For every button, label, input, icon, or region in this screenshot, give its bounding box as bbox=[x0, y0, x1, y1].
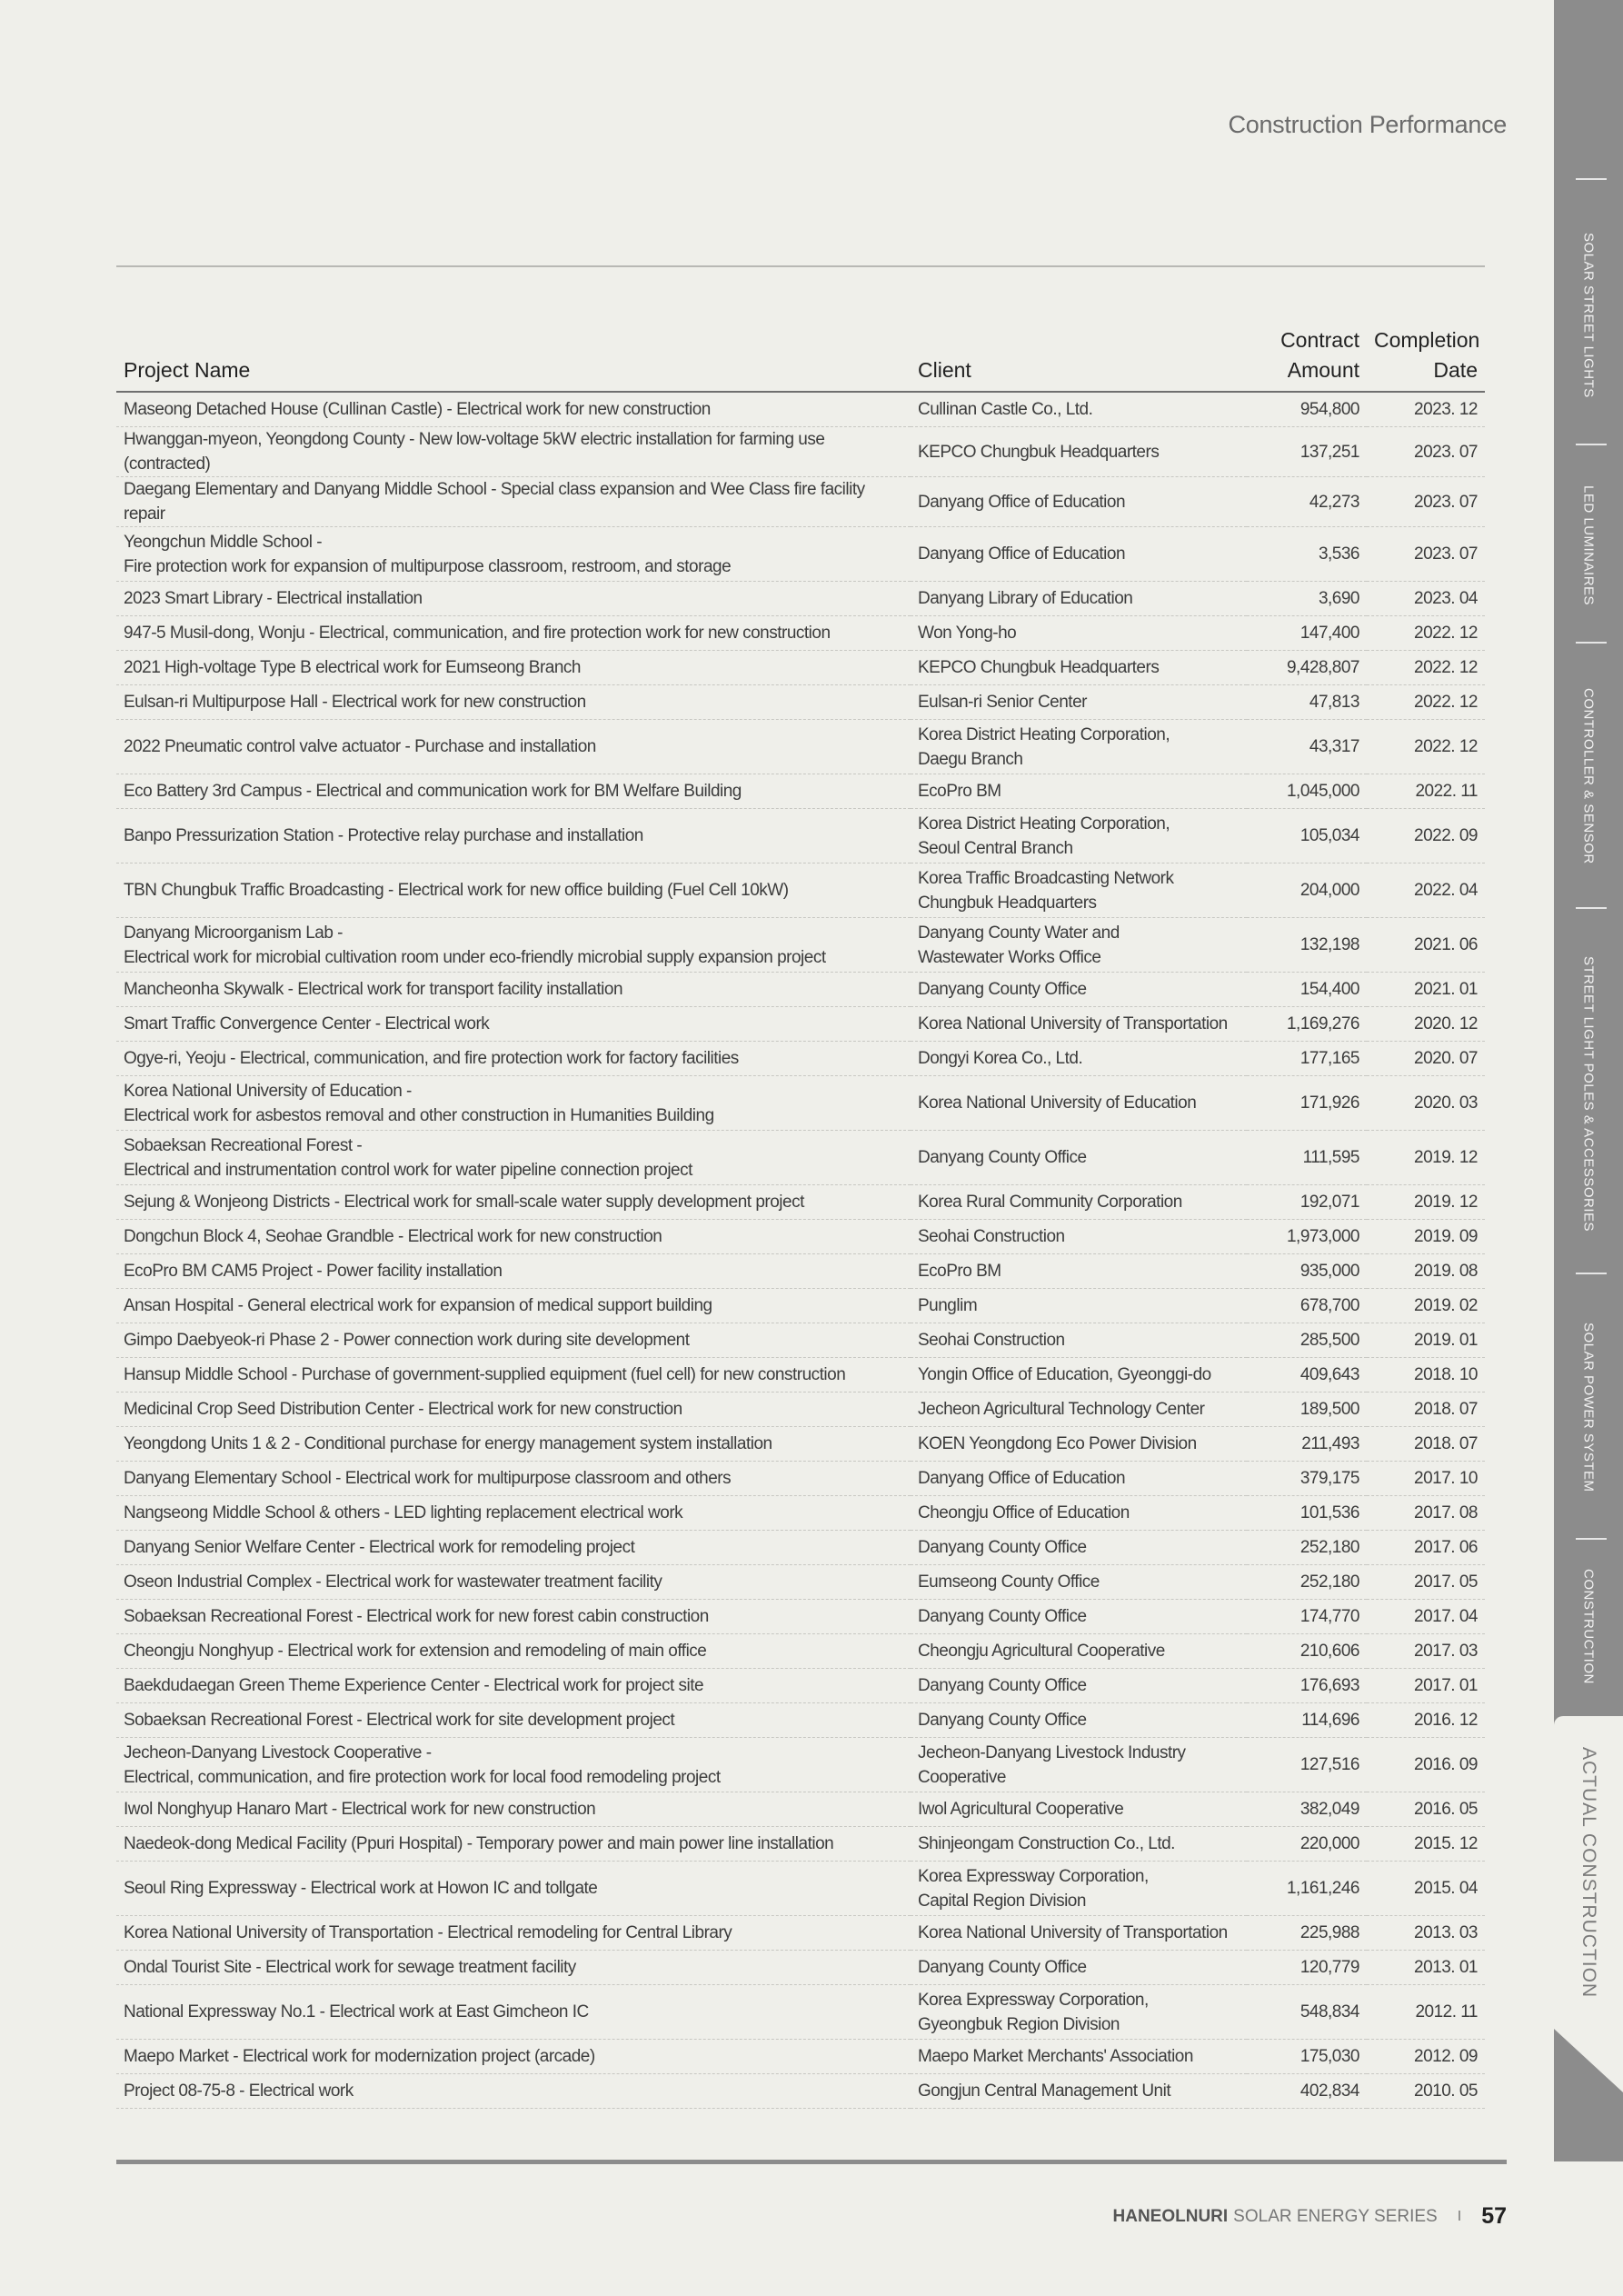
sidebar-tab-controller-sensor[interactable] bbox=[1554, 653, 1623, 900]
cell-amount: 379,175 bbox=[1247, 1462, 1367, 1496]
cell-amount: 252,180 bbox=[1247, 1565, 1367, 1600]
table-header-row bbox=[116, 325, 1485, 392]
cell-date: 2020. 12 bbox=[1367, 1007, 1485, 1042]
table-row bbox=[116, 1703, 1485, 1738]
table-row bbox=[116, 392, 1485, 427]
cell-date: 2019. 12 bbox=[1367, 1185, 1485, 1220]
cell-client: Seohai Construction bbox=[911, 1220, 1247, 1254]
table-row bbox=[116, 1496, 1485, 1531]
cell-amount: 43,317 bbox=[1247, 720, 1367, 774]
cell-client: KOEN Yeongdong Eco Power Division bbox=[911, 1427, 1247, 1462]
cell-date: 2012. 11 bbox=[1367, 1985, 1485, 2040]
footer-separator: I bbox=[1457, 2208, 1462, 2224]
cell-project: Oseon Industrial Complex - Electrical work for wastewater treatment facility bbox=[116, 1565, 911, 1600]
cell-date: 2023. 07 bbox=[1367, 477, 1485, 527]
cell-amount: 132,198 bbox=[1247, 918, 1367, 973]
cell-client: Eulsan-ri Senior Center bbox=[911, 685, 1247, 720]
cell-amount: 177,165 bbox=[1247, 1042, 1367, 1076]
cell-project: Project 08-75-8 - Electrical work bbox=[116, 2074, 911, 2109]
active-tab-label: ACTUAL CONSTRUCTION bbox=[1578, 1746, 1599, 1999]
cell-project: Yeongdong Units 1 & 2 - Conditional purchase for energy management system installation bbox=[116, 1427, 911, 1462]
cell-client: Danyang Office of Education bbox=[911, 1462, 1247, 1496]
cell-client: Seohai Construction bbox=[911, 1323, 1247, 1358]
sidebar-divider bbox=[1576, 444, 1607, 445]
cell-amount: 9,428,807 bbox=[1247, 651, 1367, 685]
table-row bbox=[116, 1131, 1485, 1185]
cell-amount: 935,000 bbox=[1247, 1254, 1367, 1289]
cell-amount: 192,071 bbox=[1247, 1185, 1367, 1220]
cell-date: 2019. 12 bbox=[1367, 1131, 1485, 1185]
table-row bbox=[116, 1738, 1485, 1792]
table-row bbox=[116, 616, 1485, 651]
cell-amount: 3,536 bbox=[1247, 527, 1367, 582]
table-row bbox=[116, 685, 1485, 720]
sidebar-tab-label: SOLAR STREET LIGHTS bbox=[1580, 233, 1597, 398]
cell-project: Sobaeksan Recreational Forest - Electrical work for site development project bbox=[116, 1703, 911, 1738]
cell-date: 2020. 07 bbox=[1367, 1042, 1485, 1076]
cell-amount: 211,493 bbox=[1247, 1427, 1367, 1462]
cell-client: Korea National University of Transportation bbox=[911, 1916, 1247, 1951]
cell-date: 2018. 07 bbox=[1367, 1427, 1485, 1462]
cell-date: 2017. 01 bbox=[1367, 1669, 1485, 1703]
table-row bbox=[116, 1916, 1485, 1951]
cell-project: Smart Traffic Convergence Center - Electrical work bbox=[116, 1007, 911, 1042]
table-row bbox=[116, 973, 1485, 1007]
cell-amount: 252,180 bbox=[1247, 1531, 1367, 1565]
cell-client: Cullinan Castle Co., Ltd. bbox=[911, 392, 1247, 427]
cell-amount: 210,606 bbox=[1247, 1634, 1367, 1669]
table-row bbox=[116, 427, 1485, 477]
table-row bbox=[116, 1792, 1485, 1827]
table-row bbox=[116, 1634, 1485, 1669]
cell-project: Eco Battery 3rd Campus - Electrical and communication work for BM Welfare Building bbox=[116, 774, 911, 809]
column-header-project: Project Name bbox=[116, 325, 911, 392]
cell-project: EcoPro BM CAM5 Project - Power facility installation bbox=[116, 1254, 911, 1289]
cell-date: 2016. 12 bbox=[1367, 1703, 1485, 1738]
cell-client: Korea Rural Community Corporation bbox=[911, 1185, 1247, 1220]
cell-date: 2017. 04 bbox=[1367, 1600, 1485, 1634]
table-row bbox=[116, 1358, 1485, 1393]
cell-project: Hansup Middle School - Purchase of government-supplied equipment (fuel cell) for new construction bbox=[116, 1358, 911, 1393]
table-row bbox=[116, 1827, 1485, 1862]
cell-amount: 1,169,276 bbox=[1247, 1007, 1367, 1042]
cell-client: Korea Expressway Corporation, Capital Region Division bbox=[911, 1862, 1247, 1916]
footer-divider bbox=[116, 2160, 1507, 2164]
cell-amount: 171,926 bbox=[1247, 1076, 1367, 1131]
cell-project: Maseong Detached House (Cullinan Castle) - Electrical work for new construction bbox=[116, 392, 911, 427]
cell-client: Korea District Heating Corporation, Seoul Central Branch bbox=[911, 809, 1247, 863]
cell-project: Ansan Hospital - General electrical work for expansion of medical support building bbox=[116, 1289, 911, 1323]
table-row bbox=[116, 774, 1485, 809]
cell-date: 2021. 01 bbox=[1367, 973, 1485, 1007]
cell-client: Danyang County Office bbox=[911, 1951, 1247, 1985]
table-row bbox=[116, 1531, 1485, 1565]
table-row bbox=[116, 1393, 1485, 1427]
footer bbox=[1113, 2203, 1508, 2230]
cell-amount: 285,500 bbox=[1247, 1323, 1367, 1358]
active-tab-notch bbox=[1554, 2029, 1623, 2092]
table-body bbox=[116, 392, 1485, 2109]
cell-amount: 120,779 bbox=[1247, 1951, 1367, 1985]
cell-project: Dongchun Block 4, Seohae Grandble - Electrical work for new construction bbox=[116, 1220, 911, 1254]
sidebar-tab-label: SOLAR POWER SYSTEM bbox=[1580, 1322, 1597, 1492]
table-row bbox=[116, 1185, 1485, 1220]
cell-amount: 111,595 bbox=[1247, 1131, 1367, 1185]
cell-amount: 189,500 bbox=[1247, 1393, 1367, 1427]
cell-date: 2023. 07 bbox=[1367, 427, 1485, 477]
cell-client: Danyang County Office bbox=[911, 1703, 1247, 1738]
cell-date: 2016. 05 bbox=[1367, 1792, 1485, 1827]
cell-client: Danyang Office of Education bbox=[911, 477, 1247, 527]
cell-amount: 1,045,000 bbox=[1247, 774, 1367, 809]
cell-project: Hwanggan-myeon, Yeongdong County - New low-voltage 5kW electric installation for farming use (contracted) bbox=[116, 427, 911, 477]
cell-project: Korea National University of Transportation - Electrical remodeling for Central Library bbox=[116, 1916, 911, 1951]
cell-client: Korea National University of Transportation bbox=[911, 1007, 1247, 1042]
cell-project: Danyang Elementary School - Electrical work for multipurpose classroom and others bbox=[116, 1462, 911, 1496]
cell-client: Won Yong-ho bbox=[911, 616, 1247, 651]
cell-project: Eulsan-ri Multipurpose Hall - Electrical work for new construction bbox=[116, 685, 911, 720]
cell-project: Gimpo Daebyeok-ri Phase 2 - Power connection work during site development bbox=[116, 1323, 911, 1358]
cell-client: EcoPro BM bbox=[911, 774, 1247, 809]
cell-amount: 42,273 bbox=[1247, 477, 1367, 527]
cell-project: 2021 High-voltage Type B electrical work for Eumseong Branch bbox=[116, 651, 911, 685]
header-divider bbox=[116, 265, 1485, 267]
cell-date: 2022. 12 bbox=[1367, 651, 1485, 685]
cell-project: 2023 Smart Library - Electrical installation bbox=[116, 582, 911, 616]
cell-amount: 101,536 bbox=[1247, 1496, 1367, 1531]
sidebar-divider bbox=[1576, 178, 1607, 180]
column-header-amount: Contract Amount bbox=[1247, 325, 1367, 392]
table-row bbox=[116, 1289, 1485, 1323]
cell-client: Dongyi Korea Co., Ltd. bbox=[911, 1042, 1247, 1076]
table-row bbox=[116, 918, 1485, 973]
cell-date: 2019. 08 bbox=[1367, 1254, 1485, 1289]
table-row bbox=[116, 1600, 1485, 1634]
cell-date: 2015. 04 bbox=[1367, 1862, 1485, 1916]
sidebar-tab-label: CONSTRUCTION bbox=[1580, 1568, 1597, 1684]
cell-client: Jecheon Agricultural Technology Center bbox=[911, 1393, 1247, 1427]
cell-project: Danyang Senior Welfare Center - Electrical work for remodeling project bbox=[116, 1531, 911, 1565]
cell-project: Jecheon-Danyang Livestock Cooperative - Electrical, communication, and fire protection work for local food remodeling project bbox=[116, 1738, 911, 1792]
cell-client: KEPCO Chungbuk Headquarters bbox=[911, 427, 1247, 477]
cell-client: Danyang County Office bbox=[911, 973, 1247, 1007]
sidebar-tab-solar-street-lights[interactable] bbox=[1554, 193, 1623, 438]
cell-client: Cheongju Office of Education bbox=[911, 1496, 1247, 1531]
cell-client: Jecheon-Danyang Livestock Industry Cooperative bbox=[911, 1738, 1247, 1792]
column-header-date: Completion Date bbox=[1367, 325, 1485, 392]
cell-date: 2022. 11 bbox=[1367, 774, 1485, 809]
cell-client: Danyang County Water and Wastewater Works Office bbox=[911, 918, 1247, 973]
cell-client: Korea District Heating Corporation, Daegu Branch bbox=[911, 720, 1247, 774]
footer-series: SOLAR ENERGY SERIES bbox=[1233, 2206, 1438, 2226]
cell-client: Danyang Library of Education bbox=[911, 582, 1247, 616]
cell-date: 2022. 09 bbox=[1367, 809, 1485, 863]
cell-date: 2021. 06 bbox=[1367, 918, 1485, 973]
cell-project: TBN Chungbuk Traffic Broadcasting - Electrical work for new office building (Fuel Cell 10kW) bbox=[116, 863, 911, 918]
cell-date: 2023. 07 bbox=[1367, 527, 1485, 582]
cell-date: 2022. 12 bbox=[1367, 685, 1485, 720]
cell-amount: 3,690 bbox=[1247, 582, 1367, 616]
cell-amount: 176,693 bbox=[1247, 1669, 1367, 1703]
cell-date: 2019. 02 bbox=[1367, 1289, 1485, 1323]
cell-amount: 127,516 bbox=[1247, 1738, 1367, 1792]
table-row bbox=[116, 1042, 1485, 1076]
table-row bbox=[116, 1220, 1485, 1254]
performance-table bbox=[116, 325, 1485, 2109]
cell-project: Danyang Microorganism Lab - Electrical work for microbial cultivation room under eco-friendly microbial supply expansion project bbox=[116, 918, 911, 973]
cell-date: 2020. 03 bbox=[1367, 1076, 1485, 1131]
cell-amount: 220,000 bbox=[1247, 1827, 1367, 1862]
page-number: 57 bbox=[1481, 2203, 1507, 2229]
cell-amount: 174,770 bbox=[1247, 1600, 1367, 1634]
table-row bbox=[116, 1951, 1485, 1985]
cell-project: Daegang Elementary and Danyang Middle School - Special class expansion and Wee Class fire facility repair bbox=[116, 477, 911, 527]
cell-project: Naedeok-dong Medical Facility (Ppuri Hospital) - Temporary power and main power line installation bbox=[116, 1827, 911, 1862]
cell-amount: 409,643 bbox=[1247, 1358, 1367, 1393]
cell-project: Sejung & Wonjeong Districts - Electrical work for small-scale water supply development project bbox=[116, 1185, 911, 1220]
cell-amount: 954,800 bbox=[1247, 392, 1367, 427]
table-row bbox=[116, 1427, 1485, 1462]
cell-amount: 1,973,000 bbox=[1247, 1220, 1367, 1254]
cell-project: Nangseong Middle School & others - LED lighting replacement electrical work bbox=[116, 1496, 911, 1531]
cell-amount: 204,000 bbox=[1247, 863, 1367, 918]
cell-amount: 47,813 bbox=[1247, 685, 1367, 720]
cell-amount: 114,696 bbox=[1247, 1703, 1367, 1738]
cell-project: Mancheonha Skywalk - Electrical work for transport facility installation bbox=[116, 973, 911, 1007]
cell-client: Iwol Agricultural Cooperative bbox=[911, 1792, 1247, 1827]
cell-client: Eumseong County Office bbox=[911, 1565, 1247, 1600]
cell-date: 2016. 09 bbox=[1367, 1738, 1485, 1792]
table-row bbox=[116, 809, 1485, 863]
table-row bbox=[116, 1254, 1485, 1289]
cell-date: 2023. 04 bbox=[1367, 582, 1485, 616]
cell-date: 2013. 01 bbox=[1367, 1951, 1485, 1985]
cell-amount: 402,834 bbox=[1247, 2074, 1367, 2109]
table-row bbox=[116, 2040, 1485, 2074]
sidebar-divider bbox=[1576, 1273, 1607, 1274]
cell-client: Punglim bbox=[911, 1289, 1247, 1323]
footer-brand: HANEOLNURI bbox=[1112, 2206, 1229, 2226]
table-row bbox=[116, 582, 1485, 616]
sidebar-tab-label: STREET LIGHT POLES & ACCESSORIES bbox=[1580, 956, 1597, 1233]
cell-client: Danyang Office of Education bbox=[911, 527, 1247, 582]
cell-project: Iwol Nonghyup Hanaro Mart - Electrical work for new construction bbox=[116, 1792, 911, 1827]
cell-project: Seoul Ring Expressway - Electrical work at Howon IC and tollgate bbox=[116, 1862, 911, 1916]
cell-client: Danyang County Office bbox=[911, 1531, 1247, 1565]
cell-project: 2022 Pneumatic control valve actuator - Purchase and installation bbox=[116, 720, 911, 774]
cell-client: Gongjun Central Management Unit bbox=[911, 2074, 1247, 2109]
cell-project: National Expressway No.1 - Electrical work at East Gimcheon IC bbox=[116, 1985, 911, 2040]
cell-date: 2017. 05 bbox=[1367, 1565, 1485, 1600]
cell-date: 2019. 01 bbox=[1367, 1323, 1485, 1358]
cell-date: 2022. 12 bbox=[1367, 616, 1485, 651]
cell-client: Danyang County Office bbox=[911, 1131, 1247, 1185]
cell-project: 947-5 Musil-dong, Wonju - Electrical, communication, and fire protection work for new construction bbox=[116, 616, 911, 651]
table-row bbox=[116, 1076, 1485, 1131]
cell-date: 2017. 06 bbox=[1367, 1531, 1485, 1565]
sidebar-tab-construction[interactable] bbox=[1554, 1549, 1623, 1703]
sidebar-tab-street-light-poles[interactable] bbox=[1554, 918, 1623, 1271]
cell-client: Korea Expressway Corporation, Gyeongbuk Region Division bbox=[911, 1985, 1247, 2040]
cell-project: Banpo Pressurization Station - Protective relay purchase and installation bbox=[116, 809, 911, 863]
cell-client: Cheongju Agricultural Cooperative bbox=[911, 1634, 1247, 1669]
cell-project: Medicinal Crop Seed Distribution Center - Electrical work for new construction bbox=[116, 1393, 911, 1427]
cell-date: 2022. 12 bbox=[1367, 720, 1485, 774]
table-row bbox=[116, 1323, 1485, 1358]
cell-client: Danyang County Office bbox=[911, 1600, 1247, 1634]
cell-amount: 678,700 bbox=[1247, 1289, 1367, 1323]
cell-date: 2010. 05 bbox=[1367, 2074, 1485, 2109]
cell-project: Yeongchun Middle School - Fire protection work for expansion of multipurpose classroom, restroom, and storage bbox=[116, 527, 911, 582]
cell-date: 2012. 09 bbox=[1367, 2040, 1485, 2074]
cell-client: Maepo Market Merchants' Association bbox=[911, 2040, 1247, 2074]
cell-amount: 154,400 bbox=[1247, 973, 1367, 1007]
section-title: Construction Performance bbox=[1228, 111, 1507, 138]
cell-client: Yongin Office of Education, Gyeonggi-do bbox=[911, 1358, 1247, 1393]
cell-amount: 137,251 bbox=[1247, 427, 1367, 477]
cell-date: 2015. 12 bbox=[1367, 1827, 1485, 1862]
cell-project: Baekdudaegan Green Theme Experience Center - Electrical work for project site bbox=[116, 1669, 911, 1703]
sidebar-divider bbox=[1576, 1538, 1607, 1540]
cell-project: Ogye-ri, Yeoju - Electrical, communication, and fire protection work for factory facilities bbox=[116, 1042, 911, 1076]
cell-date: 2018. 10 bbox=[1367, 1358, 1485, 1393]
sidebar-divider bbox=[1576, 907, 1607, 909]
cell-amount: 548,834 bbox=[1247, 1985, 1367, 2040]
cell-project: Sobaeksan Recreational Forest - Electrical and instrumentation control work for water pipeline connection project bbox=[116, 1131, 911, 1185]
section-sidebar bbox=[1554, 0, 1623, 2161]
sidebar-tab-led-luminaires[interactable] bbox=[1554, 454, 1623, 636]
cell-date: 2022. 04 bbox=[1367, 863, 1485, 918]
table-row bbox=[116, 1985, 1485, 2040]
cell-amount: 1,161,246 bbox=[1247, 1862, 1367, 1916]
table-row bbox=[116, 527, 1485, 582]
table-row bbox=[116, 651, 1485, 685]
cell-date: 2013. 03 bbox=[1367, 1916, 1485, 1951]
cell-amount: 147,400 bbox=[1247, 616, 1367, 651]
cell-client: KEPCO Chungbuk Headquarters bbox=[911, 651, 1247, 685]
cell-project: Sobaeksan Recreational Forest - Electrical work for new forest cabin construction bbox=[116, 1600, 911, 1634]
cell-project: Ondal Tourist Site - Electrical work for sewage treatment facility bbox=[116, 1951, 911, 1985]
cell-date: 2017. 03 bbox=[1367, 1634, 1485, 1669]
sidebar-tab-label: CONTROLLER & SENSOR bbox=[1580, 688, 1597, 864]
table-row bbox=[116, 1565, 1485, 1600]
cell-client: Danyang County Office bbox=[911, 1669, 1247, 1703]
cell-date: 2018. 07 bbox=[1367, 1393, 1485, 1427]
table-row bbox=[116, 1669, 1485, 1703]
sidebar-tab-solar-power-system[interactable] bbox=[1554, 1283, 1623, 1531]
sidebar-tab-label: LED LUMINAIRES bbox=[1580, 484, 1597, 606]
cell-project: Korea National University of Education - Electrical work for asbestos removal and other construction in Humanities Building bbox=[116, 1076, 911, 1131]
sidebar-divider bbox=[1576, 642, 1607, 644]
cell-amount: 225,988 bbox=[1247, 1916, 1367, 1951]
performance-table-container bbox=[116, 325, 1485, 2109]
cell-client: Korea National University of Education bbox=[911, 1076, 1247, 1131]
table-row bbox=[116, 2074, 1485, 2109]
cell-client: Shinjeongam Construction Co., Ltd. bbox=[911, 1827, 1247, 1862]
table-row bbox=[116, 1462, 1485, 1496]
column-header-client: Client bbox=[911, 325, 1247, 392]
table-row bbox=[116, 863, 1485, 918]
cell-amount: 382,049 bbox=[1247, 1792, 1367, 1827]
cell-date: 2017. 08 bbox=[1367, 1496, 1485, 1531]
cell-amount: 105,034 bbox=[1247, 809, 1367, 863]
cell-project: Cheongju Nonghyup - Electrical work for extension and remodeling of main office bbox=[116, 1634, 911, 1669]
cell-date: 2017. 10 bbox=[1367, 1462, 1485, 1496]
cell-project: Maepo Market - Electrical work for modernization project (arcade) bbox=[116, 2040, 911, 2074]
cell-client: Korea Traffic Broadcasting Network Chungbuk Headquarters bbox=[911, 863, 1247, 918]
cell-client: EcoPro BM bbox=[911, 1254, 1247, 1289]
table-row bbox=[116, 1007, 1485, 1042]
cell-amount: 175,030 bbox=[1247, 2040, 1367, 2074]
cell-date: 2019. 09 bbox=[1367, 1220, 1485, 1254]
table-row bbox=[116, 720, 1485, 774]
cell-date: 2023. 12 bbox=[1367, 392, 1485, 427]
sidebar-tab-actual-construction[interactable] bbox=[1554, 1716, 1623, 2029]
table-row bbox=[116, 477, 1485, 527]
table-row bbox=[116, 1862, 1485, 1916]
